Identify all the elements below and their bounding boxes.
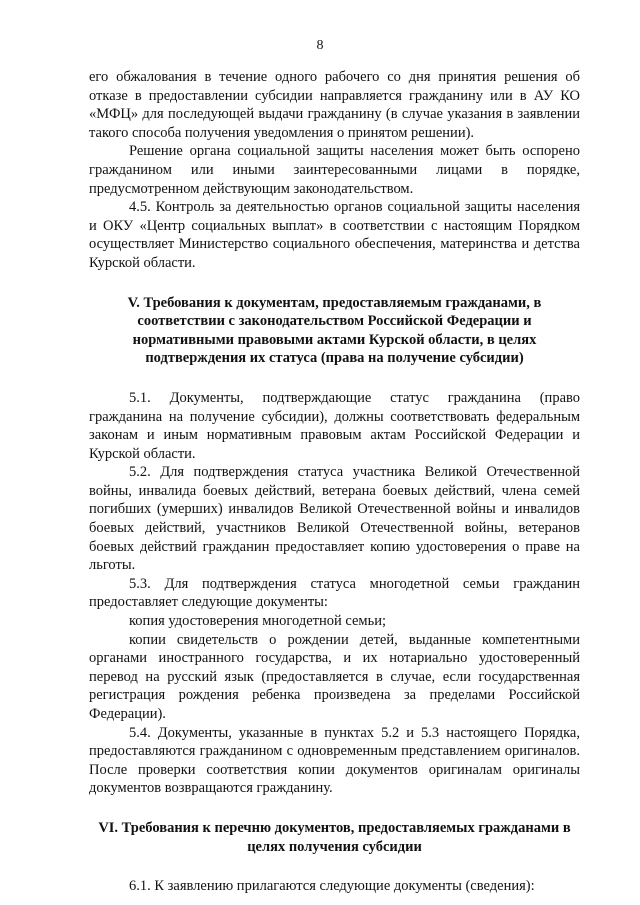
paragraph-5-4: 5.4. Документы, указанные в пунктах 5.2 и 5.3 настоящего Порядка, предоставляются гражданином с одновременным представлением оригиналов. После проверки соответствия копии документов оригиналам оригиналы документов возвращаются гражданину. [89, 724, 580, 797]
section-6-heading: VI. Требования к перечню документов, предоставляемых гражданами в целях получения субсидии [98, 819, 571, 855]
section-5-heading: V. Требования к документам, предоставляемым гражданами, в соответствии с законодательством Российской Федерации и нормативными правовыми актами Курской области, в целях подтверждения их статуса (права на получение субсидии) [127, 294, 542, 367]
paragraph-6-1: 6.1. К заявлению прилагаются следующие документы (сведения): [129, 878, 535, 895]
spacer [89, 273, 580, 294]
paragraph-appeal: Решение органа социальной защиты населения может быть оспорено гражданином или иными заинтересованными лицами в порядке, предусмотренном действующим законодательством. [89, 143, 580, 197]
list-item-birth-certificates: копии свидетельств о рождении детей, выданные компетентными органами иностранного государства, и их нотариально удостоверенный перевод на русский язык (предоставляется в случае, если государственная регистрация рождения ребенка произведена за пределами Российской Федерации). [89, 631, 580, 722]
document-body [89, 68, 580, 896]
spacer [89, 798, 580, 819]
paragraph-continued: его обжалования в течение одного рабочего со дня принятия решения об отказе в предоставлении субсидии направляется гражданину или в АУ КО «МФЦ» для последующей выдачи гражданину (в случае указания в заявлении такого способа получения уведомления о принятом решении). [89, 69, 580, 141]
list-item-certificate: копия удостоверения многодетной семьи; [129, 613, 386, 630]
page-number: 8 [316, 38, 324, 53]
spacer [89, 368, 580, 389]
paragraph-5-3: 5.3. Для подтверждения статуса многодетной семьи гражданин предоставляет следующие документы: [89, 575, 580, 611]
paragraph-5-1: 5.1. Документы, подтверждающие статус гражданина (право гражданина на получение субсидии), должны соответствовать федеральным законам и иным нормативным правовым актам Российской Федерации и Курской области. [89, 389, 580, 462]
paragraph-5-2: 5.2. Для подтверждения статуса участника Великой Отечественной войны, инвалида боевых действий, ветерана боевых действий, члена семей погибших (умерших) инвалидов Великой Отечественной войны и инвалидов боевых действий, участников Великой Отечественной войны, ветеранов боевых действий гражданин предоставляет копию удостоверения о праве на льготы. [89, 464, 580, 574]
spacer [89, 856, 580, 877]
paragraph-4-5: 4.5. Контроль за деятельностью органов социальной защиты населения и ОКУ «Центр социальных выплат» в соответствии с настоящим Порядком осуществляет Министерство социального обеспечения, материнства и детства Курской области. [89, 199, 580, 271]
